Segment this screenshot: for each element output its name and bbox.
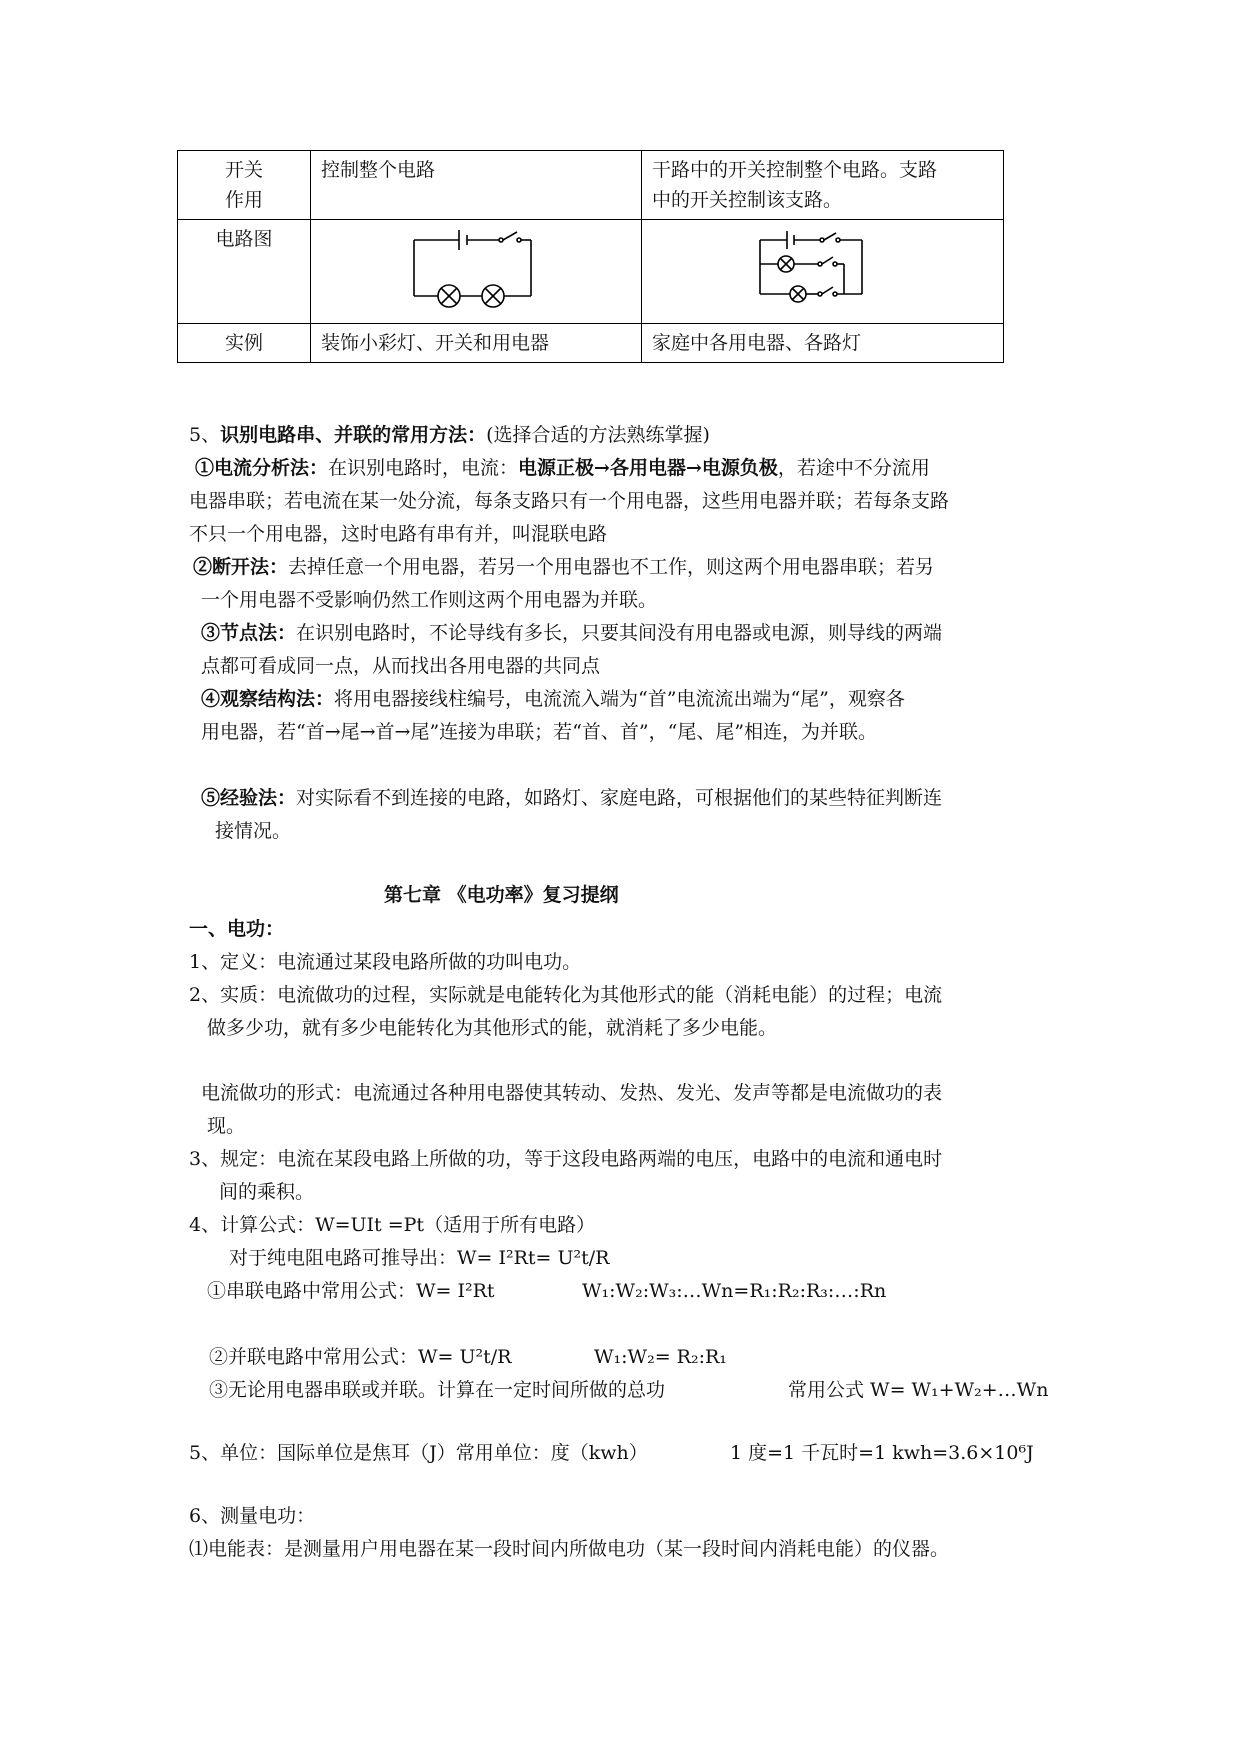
method-5: [201, 783, 1081, 814]
method-text: 将用电器接线柱编号，电流流入端为“首”电流流出端为“尾”，观察各: [334, 688, 905, 710]
table-row: [178, 220, 1004, 324]
para-essence-line: 做多少功，就有多少电能转化为其他形式的能，就消耗了多少电能。: [207, 1017, 778, 1039]
chapter-title: 第七章 《电功率》复习提纲: [384, 884, 619, 906]
comparison-table: [177, 150, 1004, 363]
section-number: 5、: [189, 424, 221, 446]
method-label: ②断开法：: [193, 556, 289, 578]
method-text: 在识别电路时，不论导线有多长，只要其间没有用电器或电源，则导线的两端: [296, 622, 943, 644]
method-5-line: 接情况。: [215, 820, 292, 842]
method-label: ③节点法：: [201, 622, 297, 644]
method-3-line: 点都可看成同一点，从而找出各用电器的共同点: [201, 655, 601, 677]
series-cell: 装饰小彩灯、开关和用电器: [311, 324, 642, 363]
method-text: ，若途中不分流用: [777, 457, 930, 479]
section-note: (选择合适的方法熟练掌握): [486, 424, 710, 446]
series-circuit-diagram: [321, 224, 621, 310]
method-label: ⑤经验法：: [201, 787, 297, 809]
section-5-title: [189, 420, 1069, 451]
method-text: 去掉任意一个用电器，若另一个用电器也不工作，则这两个用电器串联；若另: [288, 556, 935, 578]
para-units-conversion: 1 度=1 千瓦时=1 kwh=3.6×10⁶J: [730, 1442, 1034, 1464]
method-4: [201, 684, 1081, 715]
method-label: ④观察结构法：: [201, 688, 335, 710]
method-1-line: 电器串联；若电流在某一处分流，每条支路只有一个用电器，这些用电器并联；若每条支路: [189, 490, 950, 512]
parallel-diagram-cell: [642, 220, 1004, 324]
section-heading: 识别电路串、并联的常用方法：: [220, 424, 487, 446]
para-forms-line: 现。: [207, 1115, 246, 1137]
para-essence: 2、实质：电流做功的过程，实际就是电能转化为其他形式的能（消耗电能）的过程；电流: [189, 984, 943, 1006]
method-2-line: 一个用电器不受影响仍然工作则这两个用电器为并联。: [201, 589, 658, 611]
method-1-line: 不只一个用电器，这时电路有串有并，叫混联电路: [189, 523, 608, 545]
formula-parallel: ②并联电路中常用公式：W= U²t/R: [209, 1346, 512, 1368]
method-1: [195, 453, 1075, 484]
method-label: ①电流分析法：: [195, 457, 329, 479]
formula-series: ①串联电路中常用公式：W= I²Rt: [207, 1280, 495, 1302]
row-head-switch: [178, 151, 311, 220]
row-head-example: 实例: [178, 324, 311, 363]
formula-total: ③无论用电器串联或并联。计算在一定时间所做的总功: [209, 1379, 666, 1401]
para-forms: 电流做功的形式：电流通过各种用电器使其转动、发热、发光、发声等都是电流做功的表: [201, 1082, 943, 1104]
method-text: 对实际看不到连接的电路，如路灯、家庭电路，可根据他们的某些特征判断连: [296, 787, 943, 809]
para-formula: 4、计算公式：W=UIt =Pt（适用于所有电路）: [189, 1214, 596, 1236]
table-row: [178, 151, 1004, 220]
para-definition: 1、定义：电流通过某段电路所做的功叫电功。: [189, 951, 582, 973]
formula-series-ratio: W₁:W₂:W₃:…Wn=R₁:R₂:R₃:…:Rn: [582, 1280, 887, 1302]
series-cell: 控制整个电路: [311, 151, 642, 220]
para-pure-resistance: 对于纯电阻电路可推导出：W= I²Rt= U²t/R: [229, 1247, 610, 1269]
section-heading-1: 一、电功：: [189, 918, 285, 940]
method-emphasis: 电源正极→各用电器→电源负极: [518, 457, 778, 479]
table-row: [178, 324, 1004, 363]
method-3: [201, 618, 1081, 649]
method-4-line: 用电器，若“首→尾→首→尾”连接为串联；若“首、首”，“尾、尾”相连，为并联。: [201, 721, 878, 743]
row-head-diagram: 电路图: [178, 220, 311, 324]
parallel-cell: [642, 151, 1004, 220]
row-head-line: 作用: [224, 189, 263, 211]
row-head-line: 开关: [224, 159, 263, 181]
parallel-cell: 家庭中各用电器、各路灯: [642, 324, 1004, 363]
para-meter: ⑴电能表：是测量用户用电器在某一段时间内所做电功（某一段时间内消耗电能）的仪器。: [189, 1538, 950, 1560]
method-2: [193, 552, 1073, 583]
para-measure: 6、测量电功：: [189, 1505, 316, 1527]
para-rule-line: 间的乘积。: [219, 1181, 315, 1203]
para-rule: 3、规定：电流在某段电路上所做的功，等于这段电路两端的电压，电路中的电流和通电时: [189, 1148, 943, 1170]
para-units: 5、单位：国际单位是焦耳（J）常用单位：度（kwh）: [189, 1442, 648, 1464]
formula-parallel-ratio: W₁:W₂= R₂:R₁: [594, 1346, 727, 1368]
parallel-line: 中的开关控制该支路。: [652, 189, 843, 211]
series-diagram-cell: [311, 220, 642, 324]
parallel-line: 干路中的开关控制整个电路。支路: [652, 159, 938, 181]
parallel-circuit-diagram: [652, 224, 962, 310]
formula-total-expr: 常用公式 W= W₁+W₂+…Wn: [788, 1379, 1049, 1401]
method-text: 在识别电路时，电流：: [328, 457, 519, 479]
